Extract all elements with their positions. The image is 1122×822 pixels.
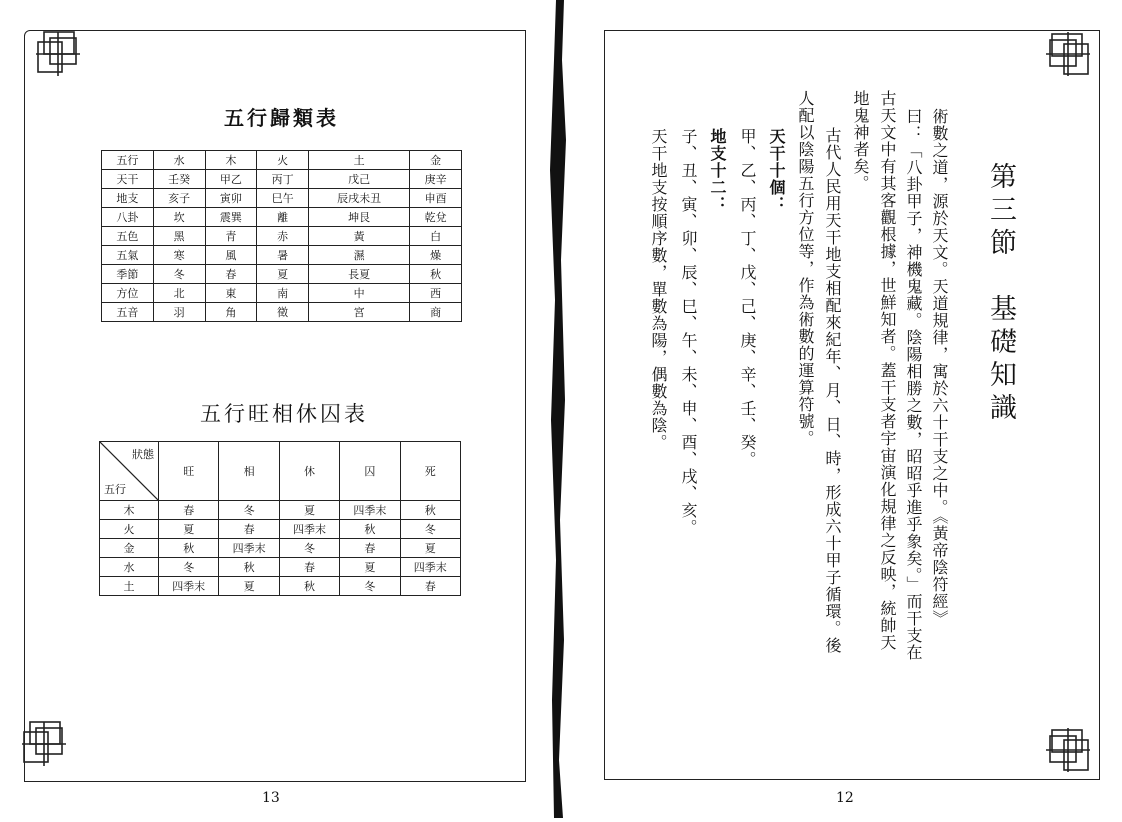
text-column: 甲、乙、丙、丁、戊、己、庚、辛、壬、癸。 — [738, 128, 757, 468]
table-cell: 秋 — [219, 558, 279, 577]
table-cell: 秋 — [400, 501, 460, 520]
table-cell: 夏 — [219, 577, 279, 596]
table-cell: 南 — [257, 284, 309, 303]
table-cell: 水 — [153, 151, 205, 170]
table-cell: 冬 — [153, 265, 205, 284]
row-header-cell: 五氣 — [102, 246, 154, 265]
corner-knot-ornament — [34, 30, 82, 78]
table-cell: 北 — [153, 284, 205, 303]
table-cell: 土 — [309, 151, 410, 170]
table-cell: 羽 — [153, 303, 205, 322]
table-cell: 中 — [309, 284, 410, 303]
table-cell: 赤 — [257, 227, 309, 246]
table-cell: 燥 — [410, 246, 462, 265]
table-row — [102, 246, 462, 265]
text-column: 子、丑、寅、卯、辰、巳、午、未、申、酉、戌、亥。 — [679, 128, 698, 536]
table-cell: 冬 — [219, 501, 279, 520]
row-header-cell: 火 — [100, 520, 159, 539]
row-header-cell: 五色 — [102, 227, 154, 246]
table-cell: 夏 — [279, 501, 339, 520]
table-cell: 火 — [257, 151, 309, 170]
table-row — [102, 227, 462, 246]
table-cell: 暑 — [257, 246, 309, 265]
table-cell: 夏 — [340, 558, 400, 577]
table-row — [102, 208, 462, 227]
table-cell: 冬 — [400, 520, 460, 539]
table-cell: 四季末 — [219, 539, 279, 558]
text-column: 人配以陰陽五行方位等，作為術數的運算符號。 — [796, 90, 815, 447]
table-cell: 巳午 — [257, 189, 309, 208]
row-header-cell: 天干 — [102, 170, 154, 189]
table-cell: 黑 — [153, 227, 205, 246]
subheading: 天干十個： — [767, 128, 786, 213]
row-header-cell: 八卦 — [102, 208, 154, 227]
table-cell: 夏 — [159, 520, 219, 539]
table-cell: 四季末 — [159, 577, 219, 596]
table-cell: 夏 — [257, 265, 309, 284]
table-cell: 四季末 — [400, 558, 460, 577]
text-column: 曰：「八卦甲子，神機鬼藏。陰陽相勝之數，昭昭乎進乎象矣。」而干支在 — [904, 108, 923, 661]
table-cell: 戊己 — [309, 170, 410, 189]
table-cell: 金 — [410, 151, 462, 170]
table-cell: 木 — [205, 151, 257, 170]
row-header-cell: 金 — [100, 539, 159, 558]
table-row — [100, 501, 461, 520]
table-cell: 四季末 — [279, 520, 339, 539]
table-cell: 秋 — [410, 265, 462, 284]
book-binding-shadow — [544, 0, 574, 818]
table-title: 五行歸類表 — [224, 106, 339, 130]
table-cell: 商 — [410, 303, 462, 322]
corner-label-state: 狀態 — [132, 448, 154, 461]
table-cell: 春 — [400, 577, 460, 596]
table-cell: 春 — [159, 501, 219, 520]
column-header: 相 — [219, 442, 279, 501]
table-cell: 秋 — [340, 520, 400, 539]
table-cell: 坎 — [153, 208, 205, 227]
table-row — [100, 577, 461, 596]
table-cell: 辰戌未丑 — [309, 189, 410, 208]
text-column: 天干地支按順序數，單數為陽，偶數為陰。 — [649, 128, 668, 451]
table-cell: 黃 — [309, 227, 410, 246]
five-elements-state-table — [99, 441, 461, 596]
table-cell: 震巽 — [205, 208, 257, 227]
section-title: 第三節 基礎知識 — [985, 162, 1016, 426]
table-cell: 角 — [205, 303, 257, 322]
diagonal-corner-cell — [100, 442, 159, 501]
table-cell: 東 — [205, 284, 257, 303]
row-header-cell: 五行 — [102, 151, 154, 170]
table-row — [100, 520, 461, 539]
corner-knot-ornament — [1044, 30, 1092, 78]
row-header-cell: 地支 — [102, 189, 154, 208]
table-cell: 申酉 — [410, 189, 462, 208]
table-title: 五行旺相休囚表 — [200, 402, 368, 426]
page-number: 13 — [262, 790, 280, 806]
table-row — [102, 284, 462, 303]
table-header-row — [100, 442, 461, 501]
row-header-cell: 方位 — [102, 284, 154, 303]
table-cell: 壬癸 — [153, 170, 205, 189]
table-cell: 冬 — [159, 558, 219, 577]
table-row — [102, 265, 462, 284]
table-cell: 寒 — [153, 246, 205, 265]
row-header-cell: 水 — [100, 558, 159, 577]
table-row — [102, 170, 462, 189]
table-cell: 亥子 — [153, 189, 205, 208]
table-cell: 離 — [257, 208, 309, 227]
corner-knot-ornament — [20, 720, 68, 768]
table-cell: 徵 — [257, 303, 309, 322]
table-cell: 乾兌 — [410, 208, 462, 227]
table-cell: 濕 — [309, 246, 410, 265]
table-row — [100, 539, 461, 558]
column-header: 旺 — [159, 442, 219, 501]
table-cell: 長夏 — [309, 265, 410, 284]
table-cell: 丙丁 — [257, 170, 309, 189]
corner-knot-ornament — [1044, 726, 1092, 774]
page-number: 12 — [836, 790, 854, 806]
row-header-cell: 土 — [100, 577, 159, 596]
table-cell: 坤艮 — [309, 208, 410, 227]
table-row — [102, 189, 462, 208]
row-header-cell: 季節 — [102, 265, 154, 284]
table-cell: 冬 — [279, 539, 339, 558]
table-cell: 春 — [219, 520, 279, 539]
table-cell: 春 — [205, 265, 257, 284]
corner-label-element: 五行 — [104, 483, 126, 496]
text-column: 術數之道，源於天文。天道規律，寓於六十干支之中。《黃帝陰符經》 — [930, 108, 949, 627]
table-cell: 庚辛 — [410, 170, 462, 189]
subheading: 地支十二： — [708, 128, 727, 213]
five-elements-classification-table — [101, 150, 462, 322]
text-column: 古天文中有其客觀根據，世鮮知者。蓋干支者宇宙演化規律之反映，統帥天 — [878, 90, 897, 651]
table-cell: 四季末 — [340, 501, 400, 520]
table-cell: 宮 — [309, 303, 410, 322]
table-cell: 青 — [205, 227, 257, 246]
table-cell: 春 — [340, 539, 400, 558]
row-header-cell: 五音 — [102, 303, 154, 322]
table-row — [100, 558, 461, 577]
table-cell: 甲乙 — [205, 170, 257, 189]
column-header: 休 — [279, 442, 339, 501]
table-cell: 西 — [410, 284, 462, 303]
table-cell: 冬 — [340, 577, 400, 596]
text-column: 地鬼神者矣。 — [851, 90, 870, 192]
table-row — [102, 303, 462, 322]
table-cell: 寅卯 — [205, 189, 257, 208]
column-header: 死 — [400, 442, 460, 501]
table-cell: 春 — [279, 558, 339, 577]
column-header: 囚 — [340, 442, 400, 501]
table-cell: 秋 — [159, 539, 219, 558]
table-row — [102, 151, 462, 170]
table-cell: 秋 — [279, 577, 339, 596]
row-header-cell: 木 — [100, 501, 159, 520]
text-column: 古代人民用天干地支相配來紀年、月、日、時，形成六十甲子循環。後 — [823, 110, 842, 654]
table-cell: 夏 — [400, 539, 460, 558]
table-cell: 白 — [410, 227, 462, 246]
table-cell: 風 — [205, 246, 257, 265]
